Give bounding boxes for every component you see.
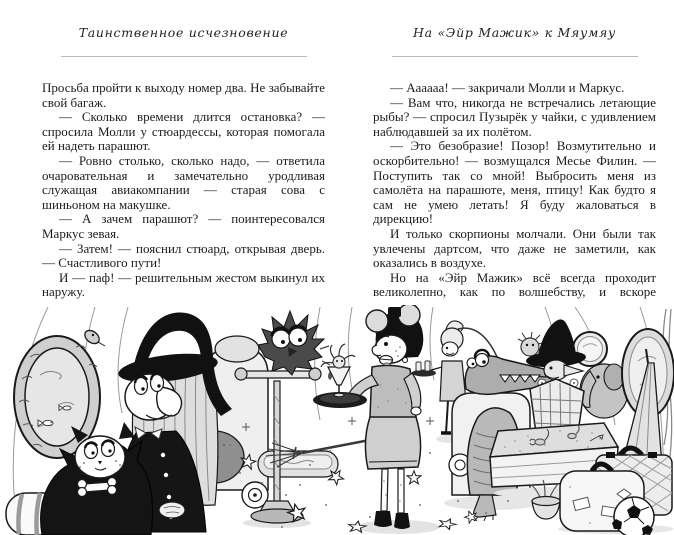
paragraph: — Это безобразие! Позор! Возмутительно и оскорбительно! — возмущался Месье Филин. — Поступить так со мной! Выбросить меня из самолёта на парашюте, меня, птицу! Как будто я сам не умею летать! Я буду жаловаться в дирекцию! (373, 138, 656, 227)
paragraph: И — паф! — решительным жестом выкинул их наружу. (42, 269, 325, 300)
paragraph: Но на «Эйр Мажик» всё всегда проходит великолепно, как по волшебству, и вскоре (373, 269, 656, 300)
paragraph: — Ровно столько, сколько надо, — ответила очаровательная и замечательно уродливая служащая авиакомпании — старая сова с шиньоном на макушке. (42, 152, 325, 212)
right-page (373, 26, 656, 300)
paragraph: — Аааааа! — закричали Молли и Маркус. (390, 80, 625, 95)
paragraph: — Сколько времени длится остановка? — спросила Молли у стюардессы, которая помогала ей надеть парашют. (42, 109, 325, 154)
paragraph: — Затем! — пояснил стюард, открывая дверь. — Счастливого пути! (42, 240, 325, 271)
right-page-text (373, 81, 656, 300)
right-running-head: На «Эйр Мажик» к Мяумяу (413, 25, 616, 40)
paragraph: Просьба пройти к выходу номер два. Не забывайте свой багаж. (42, 80, 325, 110)
left-head-rule (61, 56, 307, 57)
basket (531, 480, 560, 519)
left-page (42, 26, 325, 300)
paragraph: — А зачем парашют? — поинтересовался Маркус зевая. (42, 211, 325, 241)
stewardess-with-octopus-cocktail (313, 305, 440, 534)
cabin-illustration (0, 305, 674, 535)
elephant (580, 364, 628, 418)
left-page-text (42, 81, 325, 300)
right-head-rule (392, 56, 638, 57)
owl (258, 311, 332, 380)
paragraph: И только скорпионы молчали. Они были так увлечены дартсом, что даже не заметили, как оказались в воздухе. (373, 225, 656, 271)
paragraph: — Вам что, никогда не встречались летающие рыбы? — спросил Пузырёк у чайки, с удивлением наблюдавшей за их полётом. (373, 94, 656, 139)
left-running-head: Таинственное исчезновение (78, 25, 289, 40)
